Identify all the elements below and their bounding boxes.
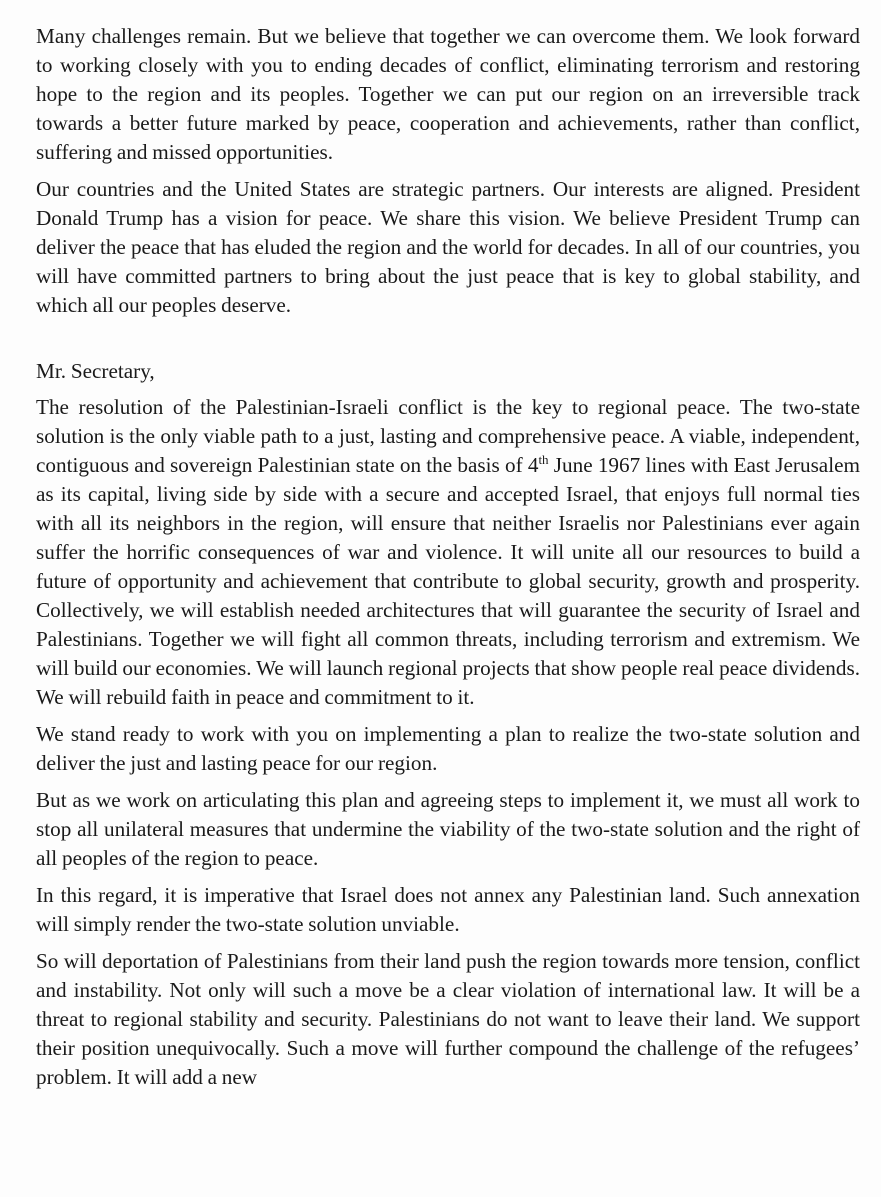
paragraph-strategic-partners: Our countries and the United States are strategic partners. Our interests are aligned. President Donald Trump has a vision for peace. We share this vision. We believe President Trump can deliver the peace that has eluded the region and the world for decades. In all of our countries, you will have committed partners to bring about the just peace that is key to global stability, and which all our peoples deserve. [36,177,860,317]
paragraph-annexation: In this regard, it is imperative that Israel does not annex any Palestinian land. Such annexation will simply render the two-state solution unviable. [36,883,860,936]
ordinal-superscript: th [538,451,549,467]
salutation: Mr. Secretary, [36,359,155,383]
paragraph-stand-ready: We stand ready to work with you on implementing a plan to realize the two-state solution and deliver the just and lasting peace for our region. [36,722,860,775]
paragraph-challenges: Many challenges remain. But we believe that together we can overcome them. We look forward to working closely with you to ending decades of conflict, eliminating terrorism and restoring hope to the region and its peoples. Together we can put our region on an irreversible track towards a better future marked by peace, cooperation and achievements, rather than conflict, suffering and missed opportunities. [36,24,860,164]
paragraph-resolution [36,393,860,712]
paragraph-unilateral-measures: But as we work on articulating this plan and agreeing steps to implement it, we must all work to stop all unilateral measures that undermine the viability of the two-state solution and the right of all peoples of the region to peace. [36,788,860,870]
paragraph-deportation: So will deportation of Palestinians from their land push the region towards more tension, conflict and instability. Not only will such a move be a clear violation of international law. It will be a threat to regional stability and security. Palestinians do not want to leave their land. We support their position unequivocally. Such a move will further compound the challenge of the refugees’ problem. It will add a new [36,949,860,1089]
resolution-text-part1: The resolution of the Palestinian-Israeli conflict is the key to regional peace. The two-state solution is the only viable path to a just, lasting and comprehensive peace. A viable, independent, contiguous and sovereign Palestinian state on the basis of 4 [36,395,860,477]
resolution-text-part2: June 1967 lines with East Jerusalem as its capital, living side by side with a secure and accepted Israel, that enjoys full normal ties with all its neighbors in the region, will ensure that neither Israelis nor Palestinians ever again suffer the horrific consequences of war and violence. It will unite all our resources to build a future of opportunity and achievement that contribute to global security, growth and prosperity. Collectively, we will establish needed architectures that will guarantee the security of Israel and Palestinians. Together we will fight all common threats, including terrorism and extremism. We will build our economies. We will launch regional projects that show people real peace dividends. We will rebuild faith in peace and commitment to it. [36,453,860,709]
letter-body [36,22,860,1100]
